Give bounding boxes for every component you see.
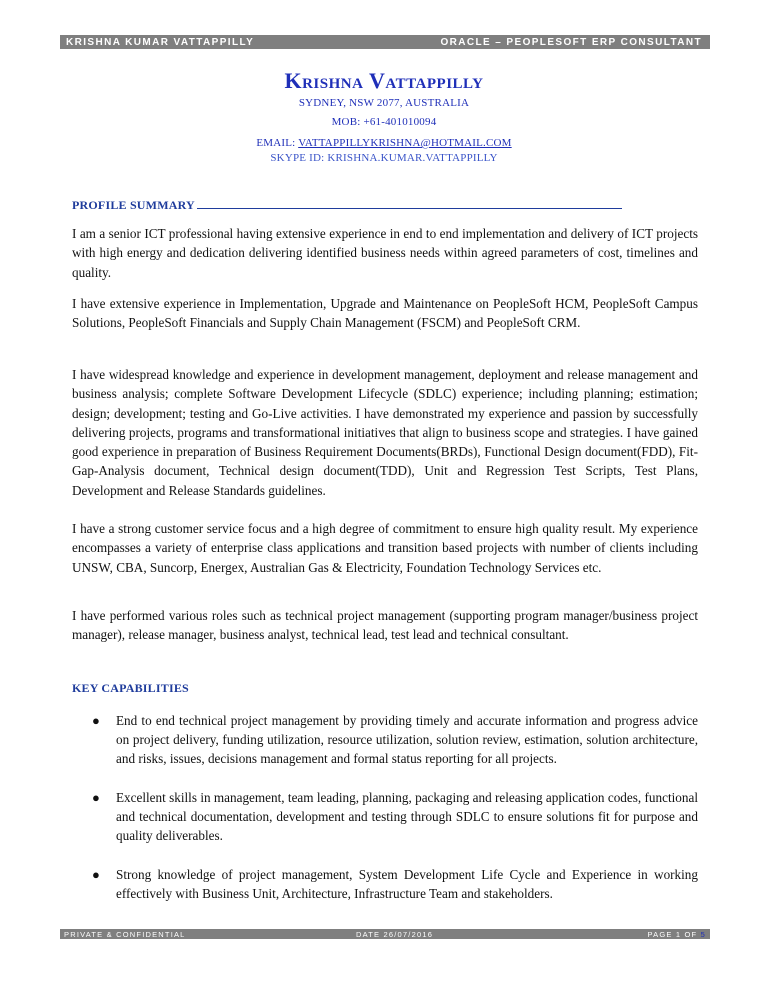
capability-text: End to end technical project management by providing timely and accurate information and progress advice on project delivery, funding utilization, resource utilization, solution review, estimation, solution architecture, and risks, issues, decisions management and formal status reporting for all projects.: [116, 713, 698, 766]
profile-paragraph-5: I have performed various roles such as technical project management (supporting program manager/business project manager), release manager, business analyst, technical lead, test lead and technical consultant.: [72, 608, 698, 643]
address: SYDNEY, NSW 2077, AUSTRALIA: [298, 97, 470, 109]
header-author: KRISHNA KUMAR VATTAPPILLY: [66, 36, 255, 48]
list-item: [72, 788, 698, 845]
skype: SKYPE ID: KRISHNA.KUMAR.VATTAPPILLY: [270, 152, 498, 164]
candidate-name: Krishna Vattappilly: [284, 68, 484, 93]
header-role: ORACLE – PEOPLESOFT ERP CONSULTANT: [440, 36, 702, 48]
profile-summary-title: PROFILE SUMMARY: [72, 198, 195, 212]
footer-page-number: [647, 930, 706, 939]
profile-paragraph-3: I have widespread knowledge and experience in development management, deployment and release management and business analysis; complete Software Development Lifecycle (SDLC) experience; including planning; estimation; design; development; testing and Go-Live activities. I have demonstrated my experience and passion by successfully delivering projects, programs and transformational initiatives that align to business scope and strategies. I have gained good experience in preparation of Business Requirement Documents(BRDs), Functional Design document(FDD), Fit-Gap-Analysis document, Technical design document(TDD), Unit and Regression Test Scripts, Test Plans, Development and Release Standards guidelines.: [72, 367, 698, 498]
capabilities-list: [72, 711, 698, 903]
footer-date: DATE 26/07/2016: [356, 929, 434, 939]
email-label: EMAIL:: [256, 137, 296, 149]
heading-rule: [197, 208, 622, 209]
profile-paragraph-4: I have a strong customer service focus and a high degree of commitment to ensure high quality result. My experience encompasses a variety of enterprise class applications and transition based projects with number of clients including UNSW, CBA, Suncorp, Energex, Australian Gas & Electricity, Foundation Technology Services etc.: [72, 521, 698, 575]
capability-text: Strong knowledge of project management, System Development Life Cycle and Experience in working effectively with Business Unit, Architecture, Infrastructure Team and stakeholders.: [116, 867, 698, 901]
capability-text: Excellent skills in management, team leading, planning, packaging and releasing application codes, functional and technical documentation, development and testing through SDLC to ensure solutions fit for purpose and quality deliverables.: [116, 790, 698, 843]
profile-paragraph-2: I have extensive experience in Implementation, Upgrade and Maintenance on PeopleSoft HCM, PeopleSoft Campus Solutions, PeopleSoft Financials and Supply Chain Management (FSCM) and PeopleSoft CRM.: [72, 296, 698, 331]
bullet-icon: ●: [92, 790, 100, 805]
page-footer-bar: [60, 929, 710, 939]
email-link[interactable]: VATTAPPILLYKRISHNA@HOTMAIL.COM: [298, 137, 512, 149]
footer-page-prefix: PAGE 1 OF: [647, 929, 698, 939]
key-capabilities-heading: KEY CAPABILITIES: [72, 681, 189, 695]
page-header-bar: [60, 35, 710, 49]
profile-summary-heading: [72, 198, 622, 213]
bullet-icon: ●: [92, 713, 100, 728]
list-item: [72, 865, 698, 903]
list-item: [72, 711, 698, 768]
mobile: MOB: +61-401010094: [331, 116, 437, 128]
email-line: [0, 137, 768, 149]
footer-page-total[interactable]: 5: [700, 929, 706, 939]
profile-paragraph-1: I am a senior ICT professional having extensive experience in end to end implementation and delivery of ICT projects with high energy and dedication delivering identified business needs within agreed parameters of cost, timelines and quality.: [72, 226, 698, 280]
bullet-icon: ●: [92, 867, 100, 882]
footer-confidential: PRIVATE & CONFIDENTIAL: [64, 929, 186, 939]
